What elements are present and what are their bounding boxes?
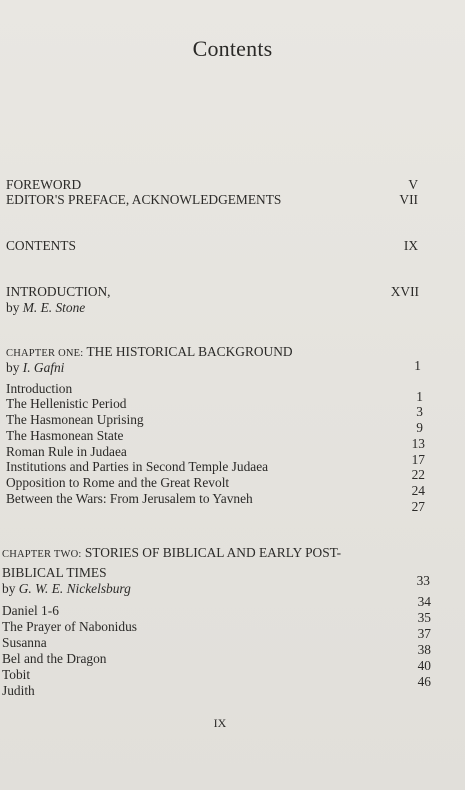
chapter-two-title-cont: BIBLICAL TIMES xyxy=(2,565,107,580)
chapter-one-page: 1 xyxy=(414,358,421,373)
toc-entry-page: 27 xyxy=(411,499,425,514)
toc-foreword-page: V xyxy=(408,177,418,192)
toc-entry: Susanna xyxy=(2,635,47,650)
by-word: by xyxy=(2,581,16,596)
by-word: by xyxy=(6,300,20,315)
toc-entry-page: 9 xyxy=(416,420,423,435)
toc-contents: CONTENTS xyxy=(6,238,76,253)
author-name: I. Gafni xyxy=(22,360,65,375)
page-number: IX xyxy=(213,716,227,730)
toc-entry-page: 35 xyxy=(417,610,431,625)
chapter-title: STORIES OF BIBLICAL AND EARLY POST- xyxy=(84,545,342,560)
chapter-two-byline xyxy=(2,581,131,597)
toc-entry-page: 3 xyxy=(416,404,423,419)
toc-entry: The Hellenistic Period xyxy=(6,396,127,411)
toc-entry-page: 17 xyxy=(411,452,425,467)
chapter-one-byline xyxy=(6,360,64,376)
toc-entry: Between the Wars: From Jerusalem to Yavneh xyxy=(6,491,253,506)
toc-entry: Opposition to Rome and the Great Revolt xyxy=(6,475,230,490)
toc-entry-page: 34 xyxy=(417,594,431,609)
toc-entry: Roman Rule in Judaea xyxy=(6,444,127,459)
toc-entry: The Hasmonean Uprising xyxy=(6,412,144,427)
chapter-title: THE HISTORICAL BACKGROUND xyxy=(86,344,293,359)
toc-preface: EDITOR'S PREFACE, ACKNOWLEDGEMENTS xyxy=(6,192,282,207)
toc-introduction-page: XVII xyxy=(390,284,419,299)
toc-entry-page: 38 xyxy=(417,642,431,657)
toc-entry: Institutions and Parties in Second Temple Judaea xyxy=(6,459,269,474)
toc-foreword: FOREWORD xyxy=(6,177,82,192)
toc-entry-page: 24 xyxy=(411,483,425,498)
toc-entry: Introduction xyxy=(6,381,73,396)
by-word: by xyxy=(6,360,20,375)
toc-entry-page: 1 xyxy=(416,389,423,404)
toc-introduction-byline xyxy=(6,300,85,316)
toc-entry-page: 37 xyxy=(417,626,431,641)
toc-entry: Daniel 1-6 xyxy=(2,603,59,618)
chapter-two-heading xyxy=(2,545,341,563)
toc-preface-page: VII xyxy=(399,192,418,207)
toc-entry-page: 46 xyxy=(417,674,431,689)
toc-entry-page: 40 xyxy=(417,658,431,673)
chapter-prefix: CHAPTER ONE: xyxy=(6,348,84,359)
chapter-two-page: 33 xyxy=(416,573,430,588)
toc-entry-page: 22 xyxy=(411,467,425,482)
toc-entry: The Hasmonean State xyxy=(6,428,124,443)
page-title: Contents xyxy=(192,36,273,61)
author-name: M. E. Stone xyxy=(22,300,86,315)
toc-introduction: INTRODUCTION, xyxy=(6,284,111,299)
author-name: G. W. E. Nickelsburg xyxy=(18,581,131,596)
chapter-prefix: CHAPTER TWO: xyxy=(2,549,82,560)
toc-entry: Tobit xyxy=(2,667,31,682)
toc-contents-page: IX xyxy=(403,238,418,253)
toc-entry: Judith xyxy=(2,683,35,698)
toc-entry: Bel and the Dragon xyxy=(2,651,107,666)
toc-entry-page: 13 xyxy=(411,436,425,451)
toc-entry: The Prayer of Nabonidus xyxy=(2,619,137,634)
